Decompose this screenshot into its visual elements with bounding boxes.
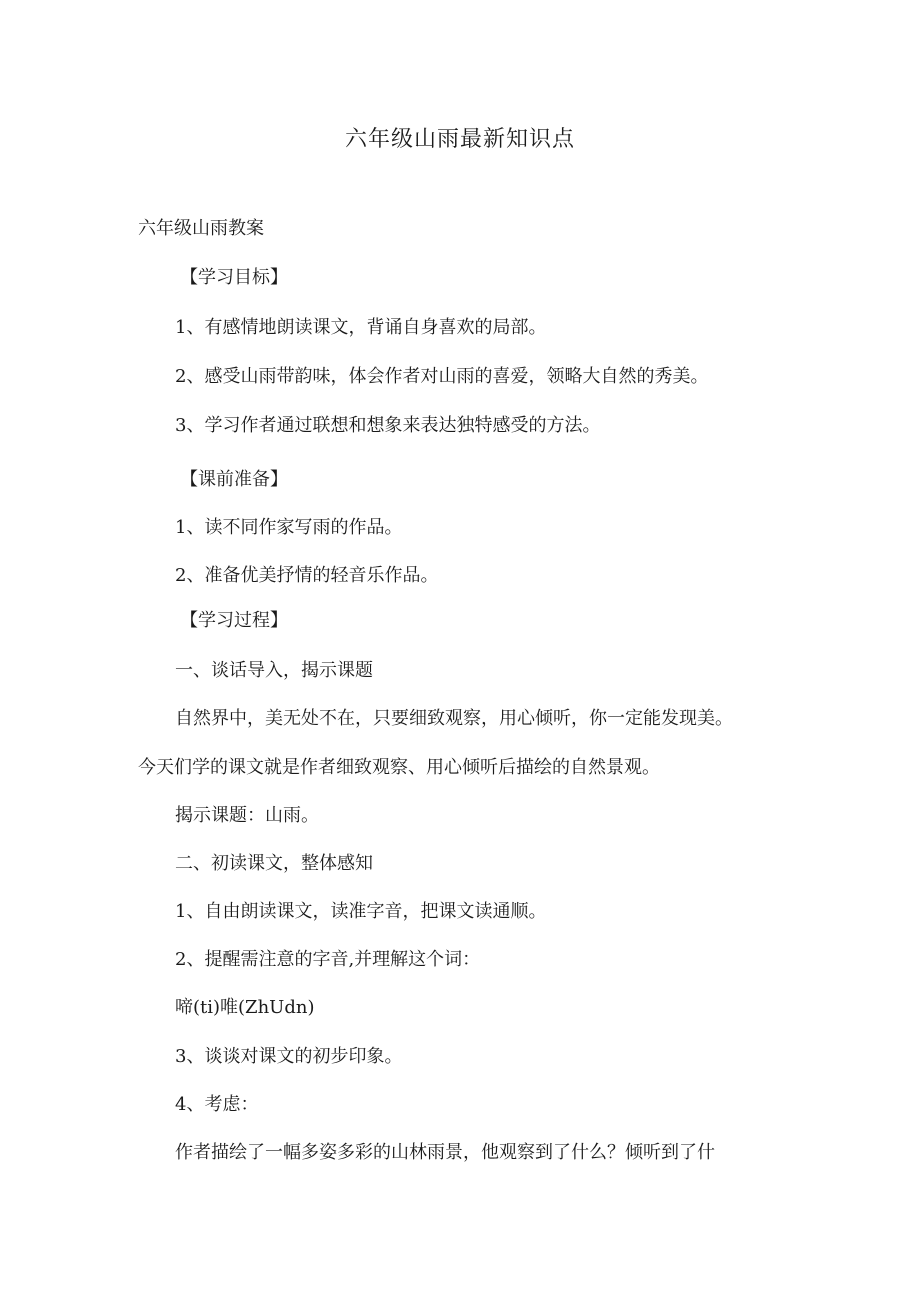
text-line-preparation-2: 2、准备优美抒情的轻音乐作品。 [175, 565, 439, 586]
text-line-paragraph-1-continued: 今天们学的课文就是作者细致观察、用心倾听后描绘的自然景观。 [138, 757, 660, 778]
text-line-section-1-heading: 一、谈话导入，揭示课题 [175, 660, 373, 681]
text-line-step-2: 2、提醒需注意的字音,并理解这个词： [175, 949, 481, 970]
text-line-lesson-plan-heading: 六年级山雨教案 [138, 218, 264, 239]
text-line-goal-3: 3、学习作者通过联想和想象来表达独特感受的方法。 [175, 415, 601, 436]
text-line-step-1: 1、自由朗读课文，读准字音，把课文读通顺。 [175, 901, 547, 922]
text-line-learning-goals-heading: 【学习目标】 [180, 267, 288, 288]
text-line-step-4: 4、考虑： [175, 1094, 259, 1115]
document-title: 六年级山雨最新知识点 [344, 127, 575, 152]
text-line-question: 作者描绘了一幅多姿多彩的山林雨景，他观察到了什么？倾听到了什 [175, 1142, 715, 1163]
text-line-paragraph-1: 自然界中，美无处不在，只要细致观察，用心倾听，你一定能发现美。 [175, 708, 733, 729]
text-line-preparation-1: 1、读不同作家写雨的作品。 [175, 517, 403, 538]
text-line-goal-1: 1、有感情地朗读课文，背诵自身喜欢的局部。 [175, 317, 547, 338]
text-line-step-3: 3、谈谈对课文的初步印象。 [175, 1046, 403, 1067]
text-line-process-heading: 【学习过程】 [180, 610, 288, 631]
text-line-preparation-heading: 【课前准备】 [180, 469, 288, 490]
text-line-goal-2: 2、感受山雨带韵味，体会作者对山雨的喜爱，领略大自然的秀美。 [175, 366, 709, 387]
text-line-reveal-title: 揭示课题：山雨。 [175, 805, 319, 826]
text-line-section-2-heading: 二、初读课文，整体感知 [175, 853, 373, 874]
text-line-pronunciation: 啼(ti)唯(ZhUdn) [175, 997, 315, 1018]
